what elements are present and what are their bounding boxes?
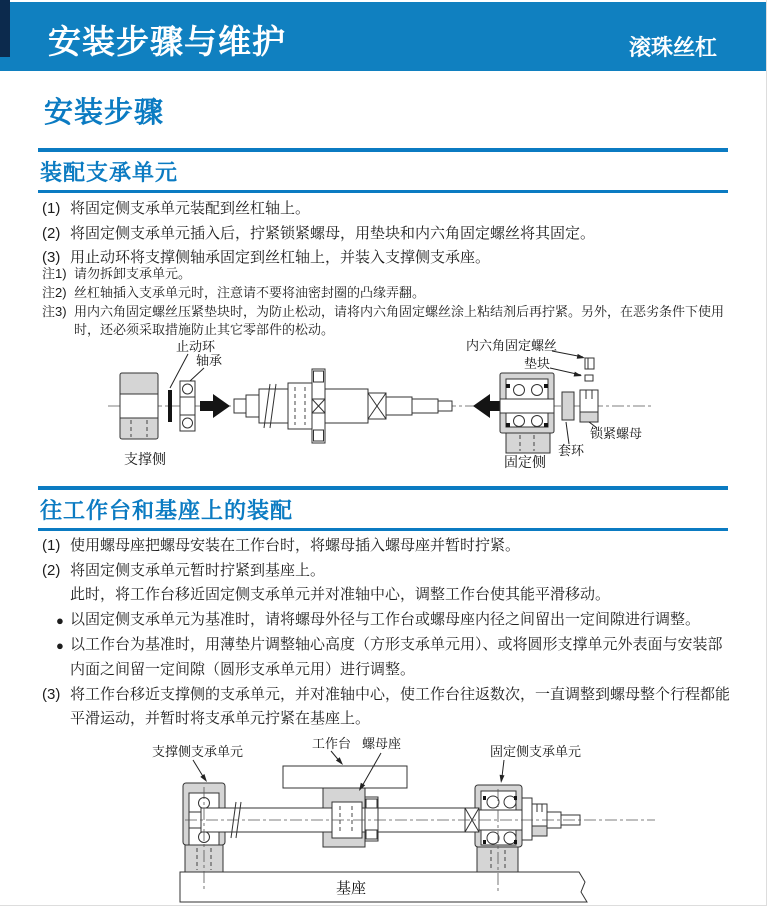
spacer-part: [585, 375, 593, 381]
fixed-side-label: 固定侧: [504, 454, 546, 470]
section1-notes: [42, 265, 742, 340]
bullet-row: [42, 633, 734, 682]
insert-arrow-left: [473, 394, 503, 418]
work-table-label: 工作台: [312, 736, 352, 751]
spacer-label: 垫块: [524, 356, 551, 371]
note-marker: 注1): [42, 266, 67, 281]
banner-title: 安装步骤与维护: [48, 23, 286, 60]
step-text: 将固定侧支承单元插入后，拧紧锁紧螺母，用垫块和内六角固定螺丝将其固定。: [70, 224, 596, 242]
hex-screw-part: [585, 358, 594, 369]
screw-shaft: [201, 798, 580, 840]
hex-screw-label: 内六角固定螺丝: [466, 338, 558, 353]
support-unit-label: 支撑侧支承单元: [152, 744, 244, 759]
step-marker: (2): [42, 561, 61, 579]
step-marker: (2): [42, 224, 61, 242]
note-text: 丝杠轴插入支承单元时，注意请不要将油密封圈的凸缘弄翻。: [74, 284, 426, 300]
support-side-housing: [120, 373, 158, 439]
step-text: 使用螺母座把螺母安装在工作台时，将螺母插入螺母座并暂时拧紧。: [70, 537, 521, 554]
note-text: 请勿拆卸支承单元。: [74, 266, 192, 281]
step-row: [42, 559, 734, 584]
banner-product-name: 滚珠丝杠: [628, 35, 717, 60]
bullet-marker: ●: [56, 638, 64, 654]
step-row: [42, 534, 734, 559]
bullet-row: [42, 608, 734, 634]
base-label: 基座: [336, 880, 367, 897]
note-row: [42, 265, 742, 284]
bullet-marker: ●: [56, 612, 64, 628]
support-unit-assembly-drawing: [100, 337, 660, 483]
fixed-unit-label: 固定侧支承单元: [490, 744, 582, 759]
step-row: [42, 222, 742, 247]
step-text: 此时，将工作台移近固定侧支承单元并对准轴中心，调整工作台使其能平滑移动。: [70, 586, 611, 604]
section1-heading-text: 装配支承单元: [40, 160, 179, 185]
support-unit-assembly-diagram: [100, 337, 660, 488]
section2-heading: [38, 486, 728, 531]
note-row: [42, 303, 742, 341]
section1-heading: [38, 148, 728, 193]
note-row: [42, 284, 742, 303]
table-base-mounting-diagram: [100, 732, 700, 906]
base-part: [180, 872, 587, 902]
ball-nut-part: [332, 797, 378, 841]
nut-bracket-label: 螺母座: [362, 736, 402, 751]
screw-shaft: [234, 369, 452, 443]
support-side-label: 支撑侧: [124, 451, 166, 467]
page-title: 安装步骤: [44, 97, 165, 129]
section2-heading-text: 往工作台和基座上的装配: [40, 498, 294, 523]
corner-decoration: [0, 0, 10, 57]
step-text: 用止动环将支撑侧轴承固定到丝杠轴上，并装入支撑侧支承座。: [70, 249, 491, 266]
step-text: 将固定侧支承单元暂时拧紧到基座上。: [70, 561, 326, 579]
stop-ring-part: [168, 390, 172, 422]
bullet-text: 以固定侧支承单元为基准时，请将螺母外径与工作台或螺母座内径之间留出一定间隙进行调整。: [70, 610, 701, 628]
bullet-text: 以工作台为基准时，用薄垫片调整轴心高度（方形支承单元用）、或将圆形支撑单元外表面与安装部内面之间留一定间隙（圆形支承单元用）进行调整。: [70, 636, 723, 678]
step-marker: (3): [42, 685, 61, 703]
step-marker: (1): [42, 200, 61, 217]
step-marker: (1): [42, 537, 61, 554]
insert-arrow-right: [200, 394, 230, 418]
work-table-part: [283, 766, 407, 788]
step-text: 将固定侧支承单元装配到丝杠轴上。: [70, 200, 311, 217]
table-base-mounting-drawing: [100, 732, 700, 906]
step-marker: (3): [42, 249, 61, 266]
lock-nut-label: 锁紧螺母: [590, 426, 643, 441]
page-banner: [0, 2, 767, 71]
bearing-part: [180, 381, 195, 431]
note-marker: 注3): [42, 303, 67, 319]
section1-steps: [42, 197, 742, 271]
step-text: 将工作台移近支撑侧的支承单元，并对准轴中心，使工作台往返数次，一直调整到螺母整个行程都能平滑运动，并暂时将支承单元拧紧在基座上。: [70, 685, 731, 728]
collar-part: [562, 392, 574, 420]
lock-nut-part: [580, 390, 598, 422]
step-row: [42, 197, 742, 222]
stop-ring-label: 止动环: [176, 339, 216, 354]
fixed-side-housing: [500, 373, 554, 453]
collar-label: 套环: [558, 443, 585, 458]
bearing-label: 轴承: [196, 353, 223, 368]
note-text: 用内六角固定螺丝压紧垫块时，为防止松动，请将内六角固定螺丝涂上粘结剂后再拧紧。另外，在恶劣条件下使用时，还必须采取措施防止其它零部件的松动。: [74, 303, 725, 338]
note-marker: 注2): [42, 284, 67, 300]
step-subtext-row: [42, 583, 734, 608]
section2-steps: [42, 534, 734, 732]
step-row: [42, 683, 734, 732]
